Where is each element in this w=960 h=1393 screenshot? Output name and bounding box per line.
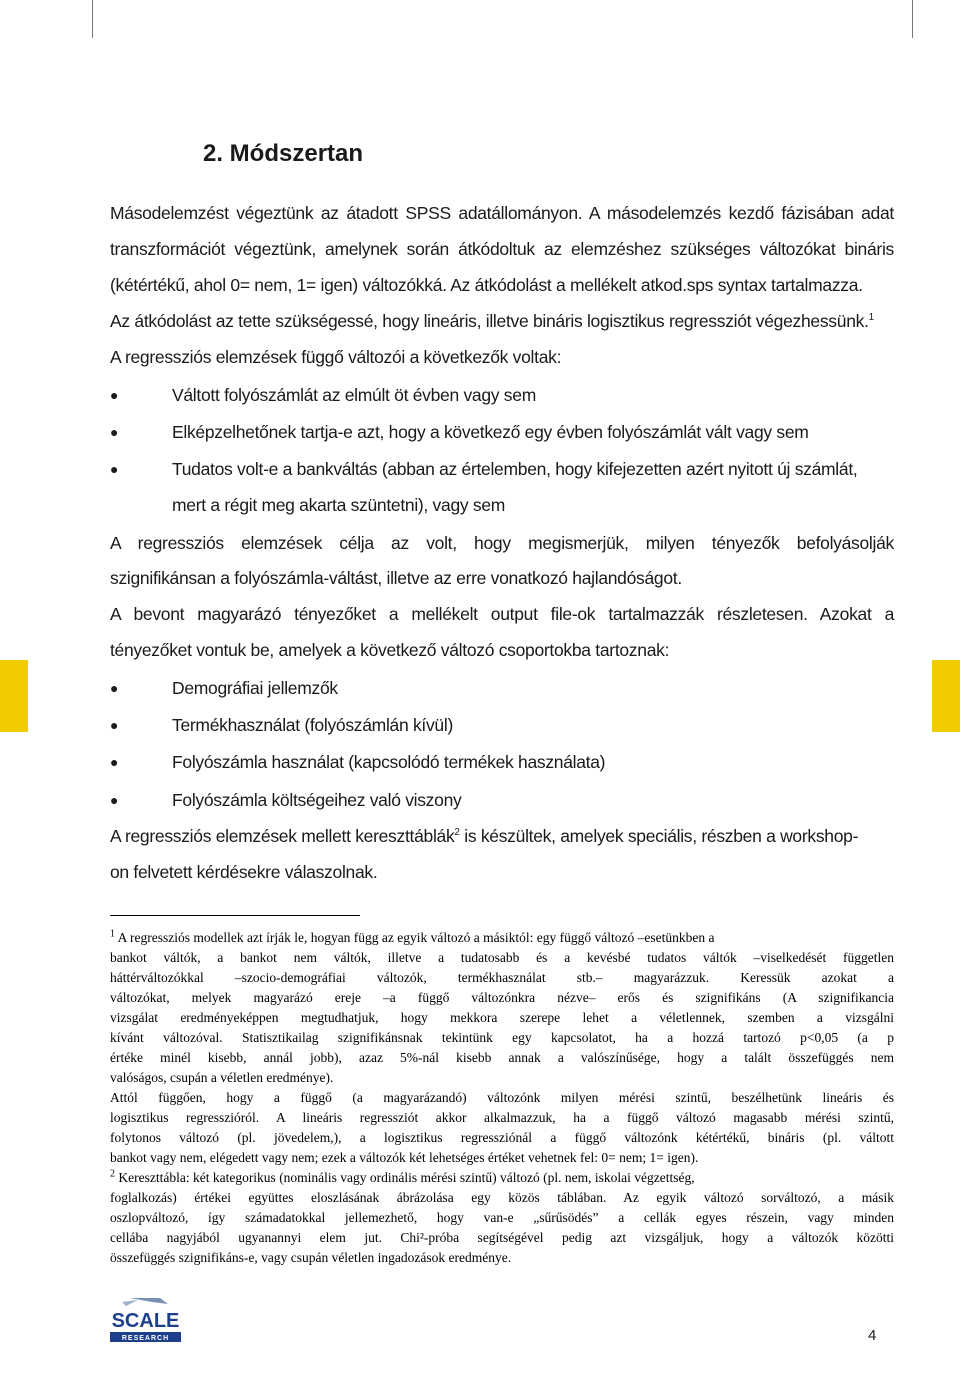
footnote-line: összefüggés szignifikáns-e, vagy csupán véletlen ingadozások eredménye.: [110, 1250, 512, 1265]
paragraph-line: (kétértékű, ahol 0= nem, 1= igen) változókká. Az átkódolást a mellékelt atkod.sps syntax tartalmazza.: [110, 275, 863, 295]
side-tab-left: [0, 660, 28, 732]
paragraph-line: tényezőket vontuk be, amelyek a következő változó csoportokba tartoznak:: [110, 640, 670, 660]
paragraph-line: A regressziós elemzések célja az volt, hogy megismerjük, milyen tényezők befolyásolják: [110, 533, 894, 553]
paragraph-text: Az átkódolást az tette szükségessé, hogy lineáris, illetve bináris logisztikus regressziót végezhessünk.: [110, 311, 869, 331]
bullet-icon: ●: [110, 680, 119, 696]
footnote-line: vizsgálat eredményeképpen megtudhatjuk, hogy mekkora szerepe lehet a véletlennek, szemben a vizsgálni: [110, 1010, 894, 1025]
page-number: 4: [868, 1327, 877, 1344]
scale-research-logo: [108, 1296, 183, 1344]
footnote-line: foglalkozás) értékei együttes eloszlásának ábrázolása egy közös táblában. Az egyik változó sorváltozó, a másik: [110, 1190, 894, 1205]
footnote-marker: 1: [110, 928, 115, 940]
corner-rule-left: [92, 0, 93, 38]
footnote-line: valóságos, csupán a véletlen eredménye).: [110, 1070, 334, 1085]
footnote-line: logisztikus regresszióról. A lineáris regressziót akkor alkalmazzuk, ha a függő változó magasabb mérési szintű,: [110, 1110, 894, 1125]
logo-word: SCALE: [111, 1310, 180, 1332]
footnote-line: [110, 1169, 894, 1187]
footnote-line: kívánt változóval. Statisztikailag szignifikánsnak tekintünk egy kapcsolatot, ha a hozzá tartozó p<0,05 (a p: [110, 1030, 894, 1045]
corner-rule-right: [912, 0, 913, 38]
list-item-text: Folyószámla használat (kapcsolódó termékek használata): [172, 752, 606, 772]
footnote-ref-1[interactable]: 1: [868, 312, 874, 324]
footnote-text: A regressziós modellek azt írják le, hogyan függ az egyik változó a másiktól: egy függő változó –esetünkben a: [115, 930, 715, 945]
list-item-text: Tudatos volt-e a bankváltás (abban az értelemben, hogy kifejezetten azért nyitott új számlát,: [172, 459, 858, 479]
footnote-line: folytonos változó (pl. jövedelem,), a logisztikus regressziónál a függő változónk kétértékű, bináris (pl. váltott: [110, 1130, 894, 1145]
footnote-line: oszlopváltozó, így számadatokkal jellemezhető, hogy van-e „sűrűsödés” a cellák egyes részein, vagy minden: [110, 1210, 894, 1225]
paragraph-text: A regressziós elemzések mellett kereszttáblák: [110, 826, 455, 846]
bullet-icon: ●: [110, 717, 119, 733]
list-item-text: Folyószámla költségeihez való viszony: [172, 790, 462, 810]
list-item-text: Termékhasználat (folyószámlán kívül): [172, 715, 453, 735]
footnote-marker: 2: [110, 1168, 115, 1180]
bullet-icon: ●: [110, 792, 119, 808]
list-item-text: Demográfiai jellemzők: [172, 678, 338, 698]
footnote-line: Attól függően, hogy a függő (a magyarázandó) változónk milyen mérési szintű, beszélhetünk lineáris és: [110, 1090, 894, 1105]
list-item-text: Elképzelhetőnek tartja-e azt, hogy a következő egy évben folyószámlát vált vagy sem: [172, 422, 809, 442]
footnote-line: [110, 929, 894, 947]
footnote-line: bankot váltók, a bankot nem váltók, illetve a tudatosabb és a kevésbé tudatos váltók –viselkedését független: [110, 950, 894, 965]
list-item-text: mert a régit meg akarta szüntetni), vagy sem: [172, 495, 506, 515]
footnote-ref-2[interactable]: 2: [454, 827, 460, 839]
paragraph-line: transzformációt végeztünk, amelynek során átkódoltuk az elemzéshez szükséges változókat bináris: [110, 239, 894, 259]
footnote-separator: [110, 915, 360, 916]
bullet-icon: ●: [110, 424, 119, 440]
list-item-text: Váltott folyószámlát az elmúlt öt évben vagy sem: [172, 385, 536, 405]
footnote-line: változókat, melyek magyarázó ereje –a függő változónkra nézve– erős és szignifikáns (A szignifikancia: [110, 990, 894, 1005]
paragraph-line: Másodelemzést végeztünk az átadott SPSS adatállományon. A másodelemzés kezdő fázisában adat: [110, 203, 894, 223]
logo-subtitle: RESEARCH: [121, 1335, 170, 1342]
footnote-line: bankot vagy nem, elégedett vagy nem; ezek a változók két lehetséges értéket vehetnek fel: 0= nem; 1= igen).: [110, 1150, 699, 1165]
paragraph-text: is készültek, amelyek speciális, részben a workshop-: [459, 826, 859, 846]
paragraph-line: A regressziós elemzések függő változói a következők voltak:: [110, 347, 562, 367]
bullet-icon: ●: [110, 754, 119, 770]
paragraph-line: [110, 825, 894, 847]
footnote-line: háttérváltozókkal –szocio-demográfiai változók, termékhasználat stb.– magyarázzuk. Keressük azokat a: [110, 970, 894, 985]
side-tab-right: [932, 660, 960, 732]
footnote-line: értéke minél kisebb, annál jobb), azaz 5%-nál kisebb annak a valószínűsége, hogy a talált összefüggés nem: [110, 1050, 894, 1065]
paragraph-line: szignifikánsan a folyószámla-váltást, illetve az erre vonatkozó hajlandóságot.: [110, 568, 682, 588]
bullet-icon: ●: [110, 461, 119, 477]
paragraph-line: [110, 310, 894, 332]
paragraph-line: A bevont magyarázó tényezőket a mellékelt output file-ok tartalmazzák részletesen. Azokat a: [110, 604, 894, 624]
footnote-line: cellába nagyjából ugyanannyi elem jut. Chi²-próba segítségével pedig azt vizsgáljuk, hogy a változók közötti: [110, 1230, 894, 1245]
bullet-icon: ●: [110, 387, 119, 403]
paragraph-line: on felvetett kérdésekre válaszolnak.: [110, 862, 378, 882]
section-title: 2. Módszertan: [203, 140, 364, 167]
footnote-text: Kereszttábla: két kategorikus (nominális vagy ordinális mérési szintű) változó (pl. nem, iskolai végzettség,: [115, 1170, 695, 1185]
